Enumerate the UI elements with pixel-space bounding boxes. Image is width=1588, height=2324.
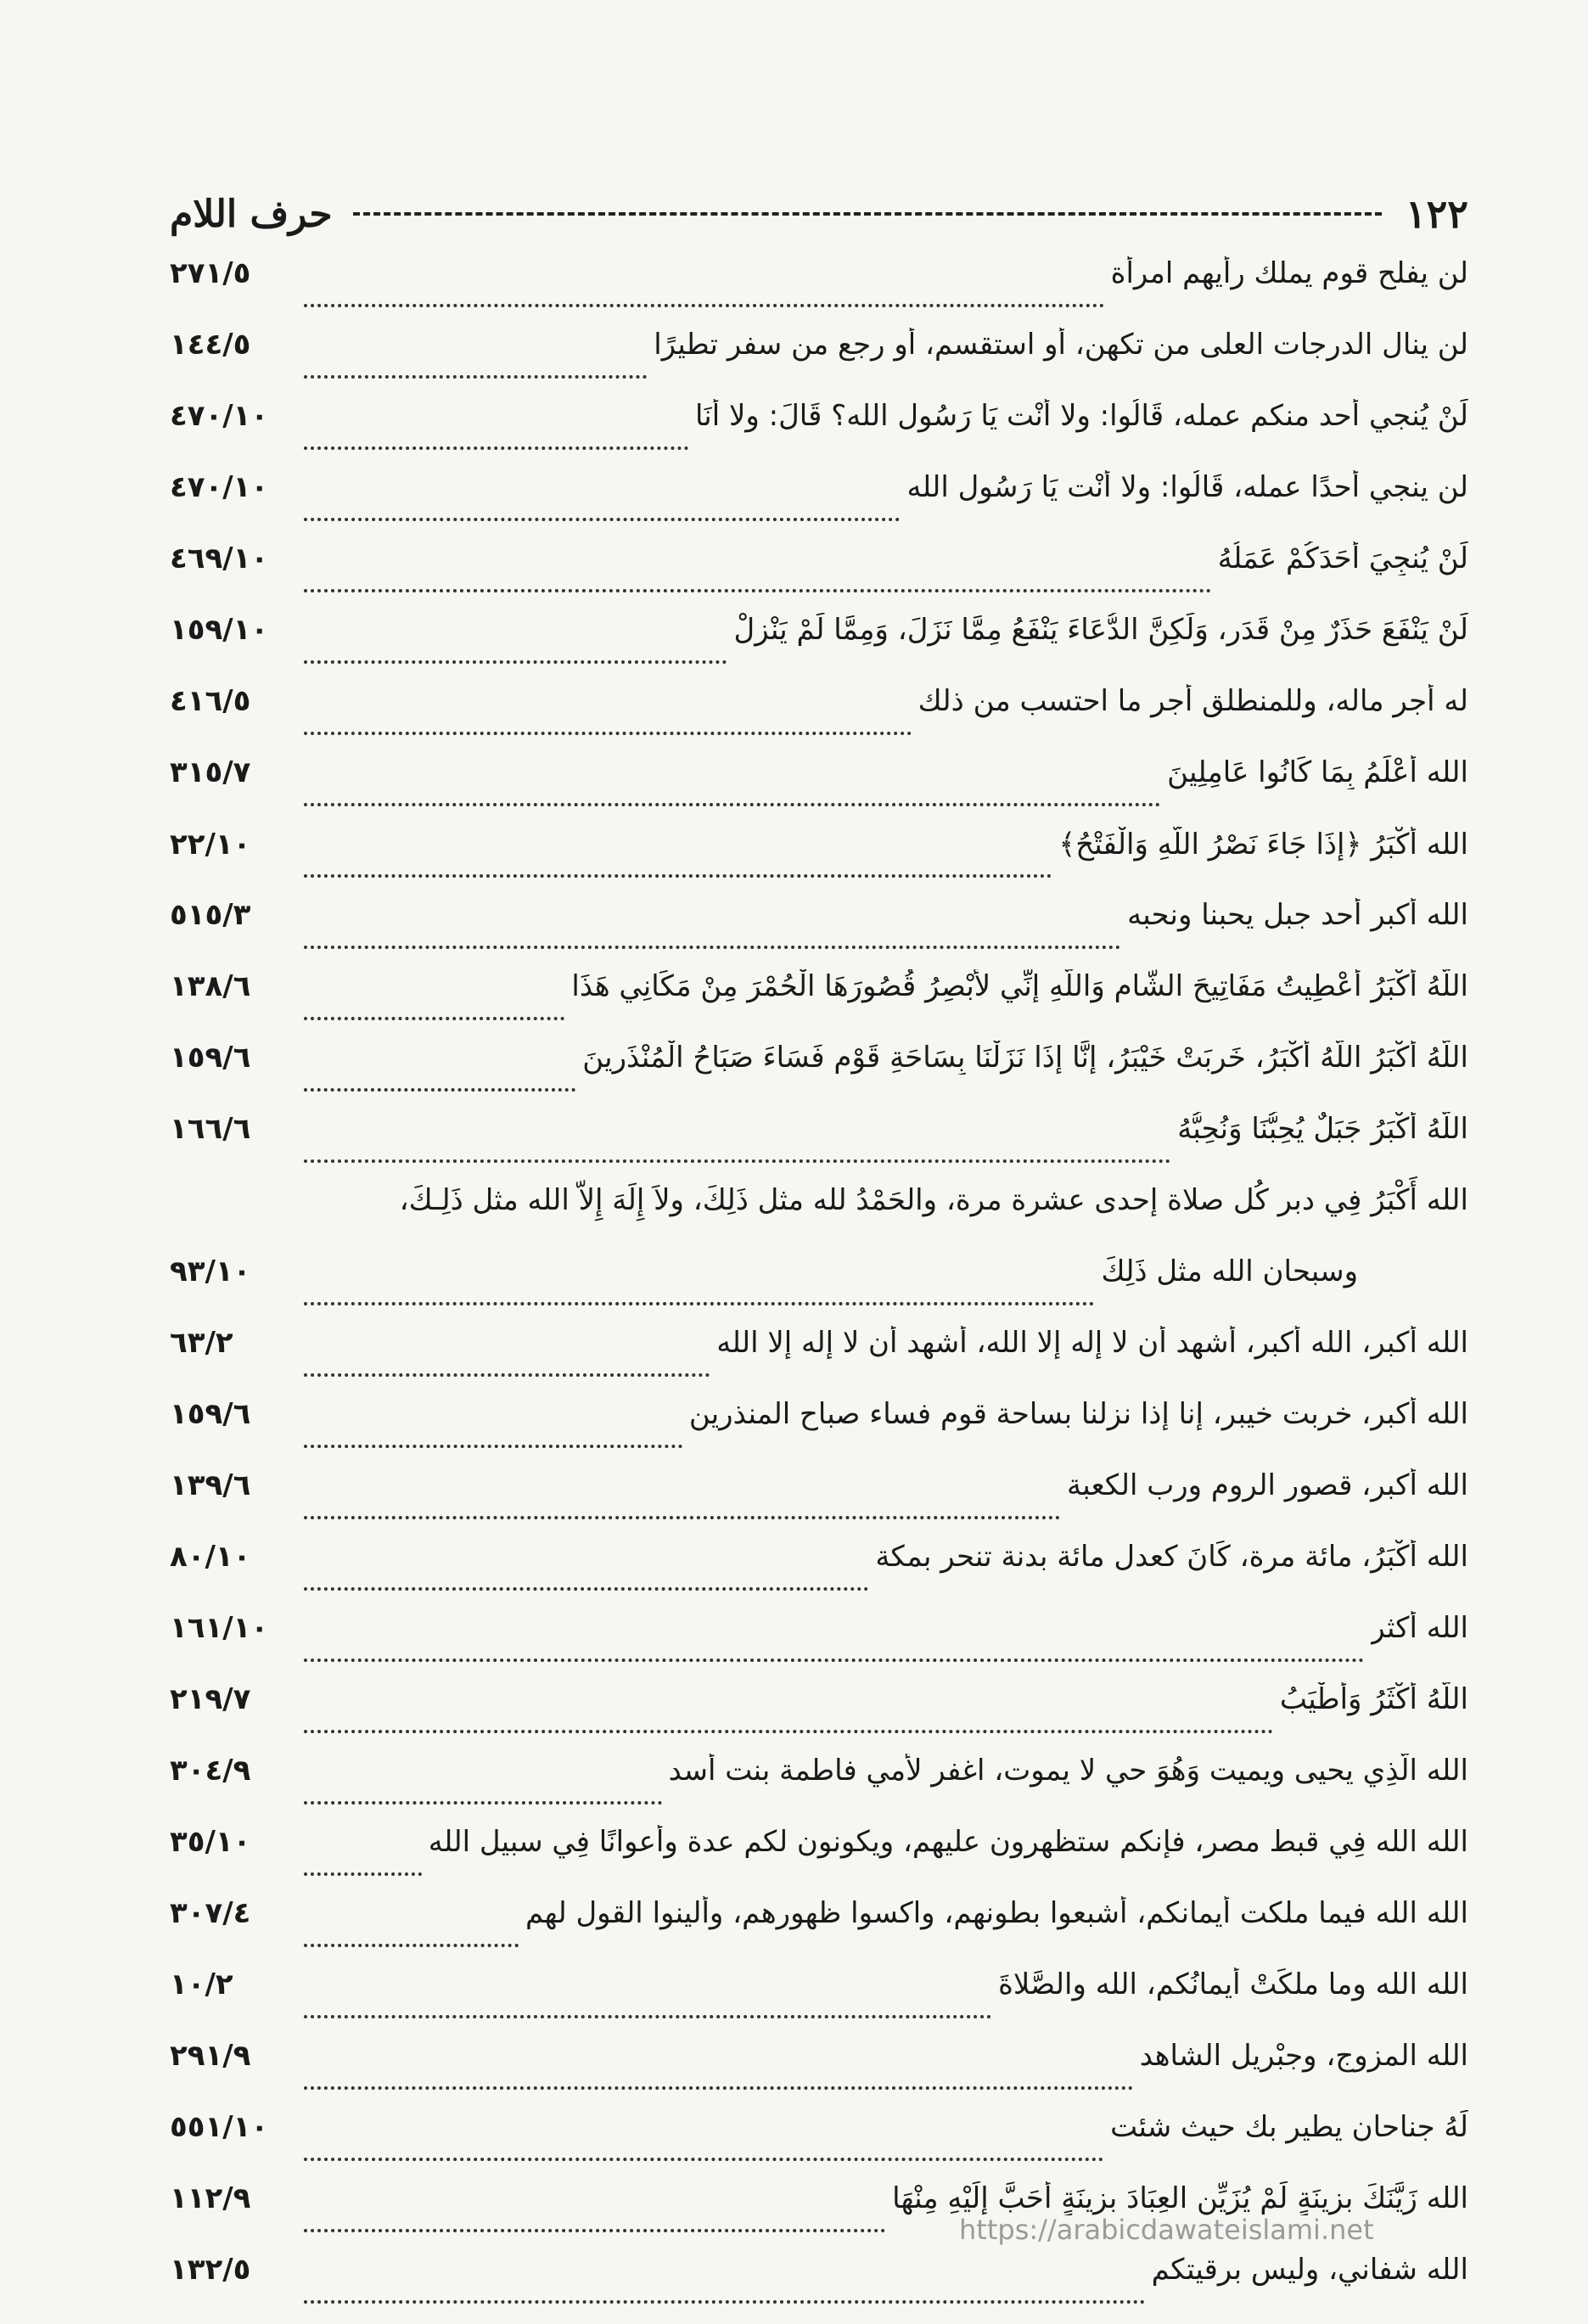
entry-text: الله أكبر، الله أكبر، أشهد أن لا إله إلا الله، أشهد أن لا إله إلا الله: [716, 1326, 1468, 1360]
entry-text: لن ينجي أحدًا عمله، قَالُوا: ولا أَنْت يَا رَسُول الله: [906, 470, 1468, 504]
list-item: [170, 827, 1468, 898]
entry-ref: ٢١٩/٧: [170, 1682, 251, 1716]
header-dashed-rule: [353, 212, 1382, 216]
dot-leader: [304, 1373, 710, 1377]
entry-ref: ٤٧٠/١٠: [170, 470, 269, 504]
list-item: [170, 684, 1468, 755]
entry-text: لن ينال الدرجات العلى من تكهن، أو استقسم، أو رجع من سفر تطيرًا: [654, 328, 1468, 362]
entry-text: الله أكثر: [1371, 1611, 1468, 1645]
entry-text: الله أَكْبَرُ ﴿إِذَا جَاءَ نَصْرُ اللَّهِ وَالْفَتْحُ﴾: [1058, 828, 1468, 862]
dot-leader: [304, 1088, 575, 1092]
entry-ref: ٤٦٩/١٠: [170, 542, 269, 575]
entry-text: لَهُ جناحان يطير بك حيث شئت: [1110, 2110, 1468, 2144]
dot-leader: [304, 1587, 868, 1591]
entry-ref: ١٣٨/٦: [170, 969, 251, 1003]
dot-leader: [304, 1730, 1273, 1733]
dot-leader: [304, 304, 1104, 307]
list-item: [170, 256, 1468, 328]
dot-leader: [304, 2229, 885, 2232]
page-number: ١٢٢: [1405, 191, 1468, 237]
entry-ref: ٢٢/١٠: [170, 828, 251, 862]
list-item: [170, 542, 1468, 613]
list-item: [170, 2110, 1468, 2181]
list-item: [170, 613, 1468, 684]
entry-ref: ٣١٥/٧: [170, 755, 251, 789]
entry-text: اللَّهُ أَكْبَرُ أُعْطِيتُ مَفَاتِيحَ الشَّامِ وَاللَّهِ إِنِّي لأَبْصِرُ قُصُورَهَا الْحُمْرَ مِنْ مَكَانِي هَذَا: [571, 969, 1468, 1003]
dot-leader: [304, 1872, 422, 1876]
entry-ref: ١٥٩/٦: [170, 1397, 251, 1431]
entry-ref: ٥٥١/١٠: [170, 2110, 269, 2144]
entry-text: الله أكبر، قصور الروم ورب الكعبة: [1066, 1468, 1468, 1502]
entry-text: الله الله وما ملكَتْ أيمانُكم، الله والصَّلاةَ: [998, 1968, 1468, 2001]
entry-ref: ١٤٤/٥: [170, 328, 251, 362]
dot-leader: [304, 446, 688, 450]
list-item: [170, 898, 1468, 969]
entry-ref: ١٦٦/٦: [170, 1112, 251, 1146]
entry-ref: ٣٠٤/٩: [170, 1754, 251, 1788]
entry-ref: ١٥٩/٦: [170, 1041, 251, 1075]
dot-leader: [304, 732, 912, 735]
entry-ref: ٣٠٧/٤: [170, 1896, 251, 1930]
list-item: [170, 1611, 1468, 1682]
list-item: [170, 2253, 1468, 2324]
watermark-url: https://arabicdawateislami.net: [959, 2214, 1374, 2246]
entry-ref: ١٥٩/١٠: [170, 613, 269, 647]
entry-text: اللَّهُ أَكْبَرُ جَبَلٌ يُحِبُّنَا وَنُحِبُّهُ: [1177, 1112, 1468, 1146]
dot-leader: [304, 946, 1120, 949]
dot-leader: [304, 1801, 662, 1805]
list-item: [170, 1682, 1468, 1754]
dot-leader: [304, 1302, 1094, 1305]
list-item: [170, 1112, 1468, 1183]
entry-ref: ١٣٩/٦: [170, 1468, 251, 1502]
entry-text-line1: الله أَكْبَرُ فِي دبر كُل صلاة إحدى عشرة مرة، والحَمْدُ لله مثل ذَلِكَ، ولاَ إِلَهَ إِلاّ الله مثل ذَلِـكَ،: [399, 1183, 1468, 1217]
entry-ref: ١٦١/١٠: [170, 1611, 269, 1645]
entry-ref: ١٣٢/٥: [170, 2253, 251, 2287]
entry-text: الله أَكْبَرُ، مائة مرة، كَانَ كعدل مائة بدنة تنحر بمكة: [875, 1540, 1468, 1574]
entry-ref: ٢٧١/٥: [170, 256, 251, 290]
entry-ref: ٤٧٠/١٠: [170, 399, 269, 433]
dot-leader: [304, 518, 900, 521]
dot-leader: [304, 2086, 1133, 2090]
entry-text: الله الَّذِي يحيى ويميت وَهُوَ حي لا يموت، اغفر لأمي فاطمة بنت أسد: [668, 1754, 1468, 1788]
list-item: [170, 2039, 1468, 2110]
list-item: [170, 1397, 1468, 1468]
dot-leader: [304, 1159, 1170, 1163]
list-item: [170, 1968, 1468, 2039]
entry-text: الله شفاني، وليس برقيتكم: [1151, 2253, 1468, 2287]
entry-text: لَنْ يَنْفَعَ حَذَرٌ مِنْ قَدَرٍ، وَلَكِنَّ الدُّعَاءَ يَنْفَعُ مِمَّا نَزَلَ، وَمِمَّا لَمْ يَنْزِلْ: [733, 613, 1468, 647]
list-item: [170, 1326, 1468, 1397]
list-item: [170, 1896, 1468, 1968]
entry-ref: ٣٥/١٠: [170, 1825, 251, 1859]
entry-ref: ٩٣/١٠: [170, 1255, 251, 1288]
entry-ref: ٢٩١/٩: [170, 2039, 251, 2073]
entry-text: الله زَيَّنَكَ بزِينَةٍ لَمْ يُزَيِّنِ العِبَادَ بزِينَةٍ أَحَبَّ إِلَيْهِ مِنْهَا: [892, 2181, 1468, 2215]
entry-text: لَنْ يُنجِيَ أَحَدَكُمْ عَمَلُهُ: [1217, 542, 1468, 575]
dot-leader: [304, 2300, 1145, 2304]
list-item-multiline: [170, 1183, 1468, 1326]
dot-leader: [304, 803, 1160, 806]
list-item: [170, 328, 1468, 399]
entry-ref: ١٠/٢: [170, 1968, 233, 2001]
list-item: [170, 1825, 1468, 1896]
dot-leader: [304, 2015, 991, 2018]
dot-leader: [304, 1445, 682, 1448]
section-title: حرف اللام: [170, 192, 333, 236]
entries-list: [170, 256, 1468, 2324]
dot-leader: [304, 660, 727, 664]
entry-text: له أجر ماله، وللمنطلق أجر ما احتسب من ذلك: [917, 684, 1468, 718]
entry-ref: ١١٢/٩: [170, 2181, 251, 2215]
dot-leader: [304, 1659, 1364, 1662]
entry-text-line2: وسبحان الله مثل ذَلِكَ: [1101, 1255, 1358, 1288]
entry-ref: ٤١٦/٥: [170, 684, 251, 718]
list-item: [170, 399, 1468, 470]
entry-text: الله أكبر، خربت خيبر، إنا إذا نزلنا بساحة قوم فساء صباح المنذرين: [688, 1397, 1468, 1431]
entry-text: الله المزوج، وجبْريل الشاهد: [1139, 2039, 1468, 2073]
entry-text: الله الله فِي قبط مصر، فإنكم ستظهرون عليهم، ويكونون لكم عدة وأعوانًا فِي سبيل الله: [428, 1825, 1468, 1859]
list-item: [170, 1754, 1468, 1825]
entry-text: الله أكبر أحد جبل يحبنا ونحبه: [1127, 898, 1468, 932]
dot-leader: [304, 1944, 519, 1947]
list-item: [170, 1540, 1468, 1611]
entry-text: لن يفلح قوم يملك رأيهم امرأة: [1110, 256, 1468, 290]
entry-ref: ٦٣/٢: [170, 1326, 233, 1360]
dot-leader: [304, 2158, 1103, 2161]
entry-ref: ٨٠/١٠: [170, 1540, 251, 1574]
entry-text: اللَّهُ أَكْبَرُ اللَّهُ أَكْبَرُ، خَرِبَتْ خَيْبَرُ، إِنَّا إِذَا نَزَلْنَا بِسَاحَةِ قَوْمٍ فَسَاءَ صَبَاحُ الْمُنْذَرِينَ: [582, 1041, 1468, 1075]
entry-text: اللَّهُ أَكْثَرُ وَأَطْيَبُ: [1279, 1682, 1468, 1716]
entry-text: الله الله فيما ملكت أيمانكم، أشبعوا بطونهم، واكسوا ظهورهم، وألينوا القول لهم: [525, 1896, 1468, 1930]
list-item: [170, 1041, 1468, 1112]
dot-leader: [304, 589, 1211, 592]
entry-ref: ٥١٥/٣: [170, 898, 251, 932]
dot-leader: [304, 1516, 1060, 1519]
list-item: [170, 1468, 1468, 1540]
list-item: [170, 969, 1468, 1041]
page-header: [170, 188, 1468, 239]
dot-leader: [304, 1017, 564, 1020]
entry-text: لَنْ يُنجي أحد منكم عمله، قَالُوا: ولا أَنْت يَا رَسُول الله؟ قَالَ: ولا أَنَا: [694, 399, 1468, 433]
dot-leader: [304, 874, 1052, 878]
list-item: [170, 755, 1468, 827]
list-item: [170, 470, 1468, 542]
dot-leader: [304, 375, 647, 379]
entry-text: الله أَعْلَمُ بِمَا كَانُوا عَامِلِينَ: [1167, 755, 1468, 789]
